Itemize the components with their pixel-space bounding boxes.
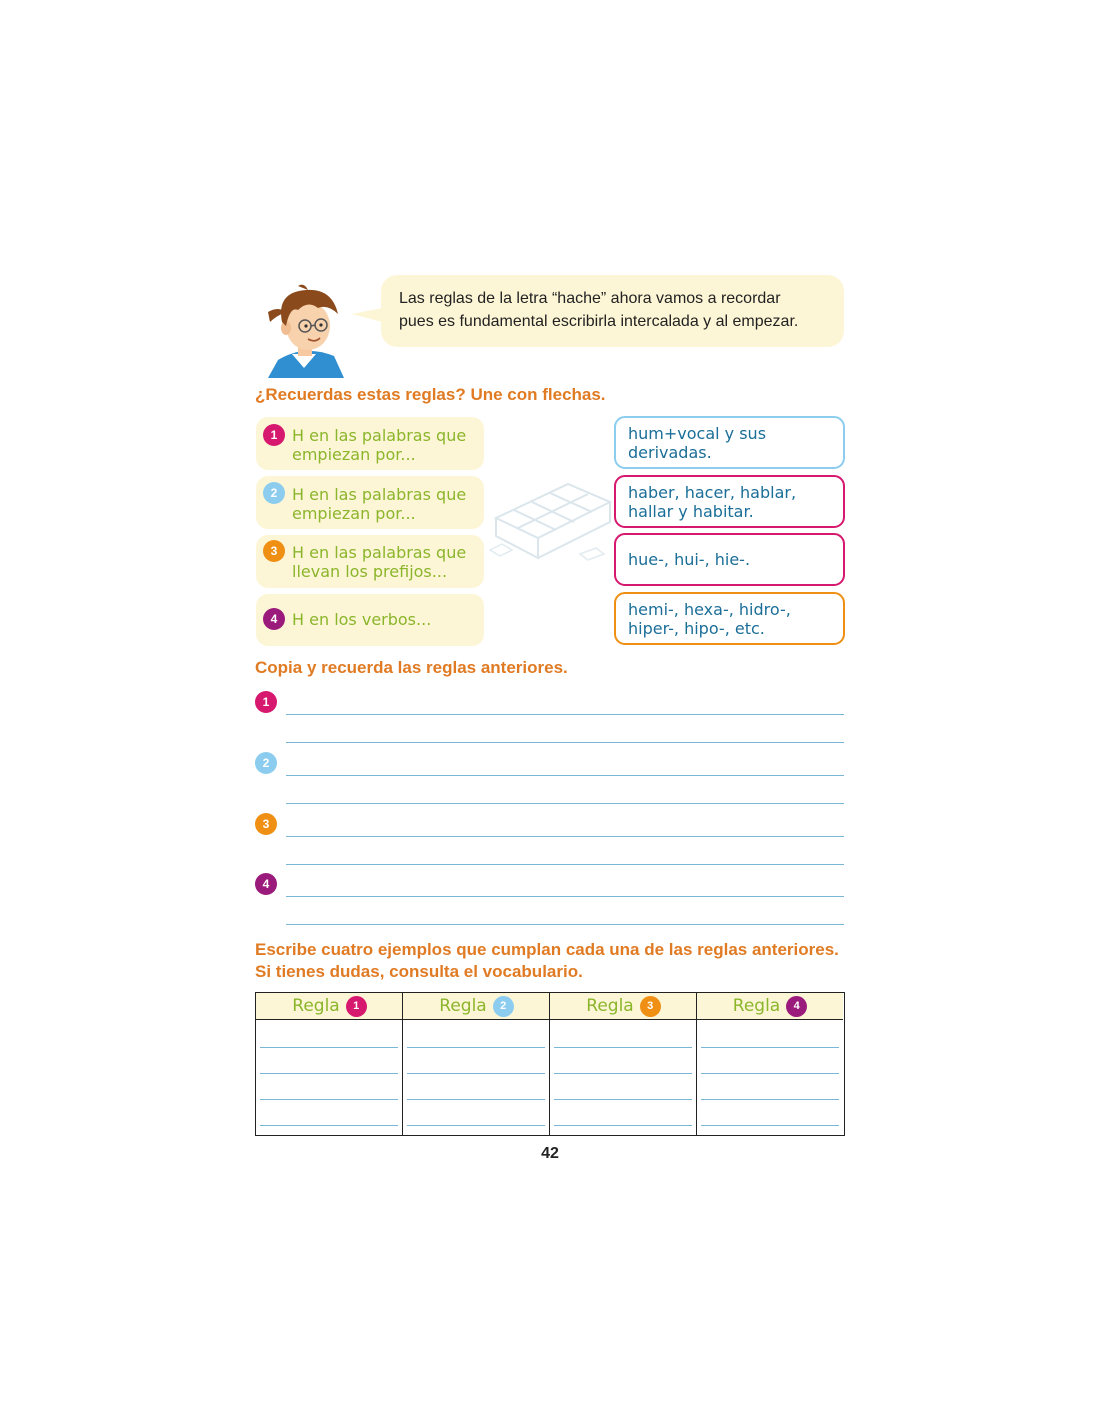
regla-3-number-badge: 3 (640, 996, 661, 1017)
writing-line[interactable] (286, 836, 844, 837)
table-writing-line[interactable] (260, 1099, 398, 1100)
rule-box-3 (256, 535, 484, 588)
table-writing-line[interactable] (407, 1047, 545, 1048)
rule-box-2 (256, 476, 484, 529)
table-header-regla-4 (697, 993, 843, 1020)
ending-2-line-1: haber, hacer, hablar, (628, 482, 797, 502)
regla-4-number-badge: 4 (786, 996, 807, 1017)
table-writing-line[interactable] (260, 1125, 398, 1126)
table-header-regla-1 (256, 993, 403, 1020)
writing-line[interactable] (286, 742, 844, 743)
table-writing-line[interactable] (554, 1125, 692, 1126)
writing-line[interactable] (286, 864, 844, 865)
regla-4-label: Regla (732, 996, 781, 1016)
number-badge-3: 3 (263, 540, 285, 562)
ending-box-1 (614, 416, 845, 469)
writing-line[interactable] (286, 714, 844, 715)
ending-2-line-2: hallar y habitar. (628, 501, 754, 521)
rule-box-4 (256, 594, 484, 646)
table-writing-line[interactable] (260, 1047, 398, 1048)
rule-1-line-1: H en las palabras que (292, 426, 467, 445)
table-writing-line[interactable] (701, 1073, 839, 1074)
writing-line[interactable] (286, 775, 844, 776)
bubble-line-2: pues es fundamental escribirla intercalada y al empezar. (399, 313, 799, 330)
crate-decoration-icon (488, 478, 614, 574)
section3-heading-line-1: Escribe cuatro ejemplos que cumplan cada una de las reglas anteriores. (255, 940, 839, 959)
ending-box-3 (614, 533, 845, 586)
number-badge-2: 2 (263, 482, 285, 504)
rule-1-line-2: empiezan por... (292, 445, 416, 464)
number-badge-4: 4 (263, 608, 285, 630)
examples-table (255, 992, 845, 1136)
regla-3-label: Regla (586, 996, 634, 1016)
ending-box-4 (614, 592, 845, 645)
rule-box-1 (256, 417, 484, 470)
number-badge-1: 1 (263, 424, 285, 446)
section3-heading-line-2: Si tienes dudas, consulta el vocabulario. (255, 962, 583, 981)
table-writing-line[interactable] (260, 1073, 398, 1074)
ending-1-line-1: hum+vocal y sus derivadas. (628, 423, 767, 462)
rule-2-line-1: H en las palabras que (292, 485, 467, 504)
regla-1-label: Regla (292, 996, 340, 1016)
section2-heading: Copia y recuerda las reglas anteriores. (255, 658, 568, 677)
table-writing-line[interactable] (701, 1047, 839, 1048)
rule-3-line-2: llevan los prefijos... (292, 562, 448, 581)
table-writing-line[interactable] (407, 1073, 545, 1074)
ending-3-line-1: hue-, hui-, hie-. (628, 550, 751, 569)
table-writing-line[interactable] (407, 1099, 545, 1100)
copy-number-2: 2 (255, 752, 277, 774)
bubble-line-1: Las reglas de la letra “hache” ahora vamos a recordar (399, 290, 781, 307)
table-writing-line[interactable] (554, 1099, 692, 1100)
speech-bubble (381, 275, 844, 347)
rule-2-line-2: empiezan por... (292, 504, 416, 523)
ending-box-2 (614, 475, 845, 528)
table-header-regla-3 (550, 993, 697, 1020)
copy-number-4: 4 (255, 873, 277, 895)
rule-3-line-1: H en las palabras que (292, 543, 467, 562)
rule-4-line-1: H en los verbos... (292, 610, 432, 629)
table-column-divider (549, 993, 550, 1135)
table-writing-line[interactable] (554, 1073, 692, 1074)
writing-line[interactable] (286, 803, 844, 804)
regla-2-number-badge: 2 (493, 996, 514, 1017)
copy-number-3: 3 (255, 813, 277, 835)
ending-4-line-1: hemi-, hexa-, hidro-, (628, 599, 791, 619)
table-writing-line[interactable] (554, 1047, 692, 1048)
table-writing-line[interactable] (407, 1125, 545, 1126)
regla-2-label: Regla (439, 996, 487, 1016)
table-writing-line[interactable] (701, 1099, 839, 1100)
table-column-divider (696, 993, 697, 1135)
table-header-regla-2 (403, 993, 550, 1020)
speech-bubble-tail (352, 308, 382, 322)
writing-line[interactable] (286, 896, 844, 897)
section1-heading: ¿Recuerdas estas reglas? Une con flechas. (255, 385, 606, 404)
regla-1-number-badge: 1 (346, 996, 367, 1017)
table-column-divider (402, 993, 403, 1135)
boy-character-illustration (258, 282, 350, 380)
page-number: 42 (541, 1145, 559, 1162)
table-writing-line[interactable] (701, 1125, 839, 1126)
section3-heading (255, 939, 839, 983)
writing-line[interactable] (286, 924, 844, 925)
copy-number-1: 1 (255, 691, 277, 713)
ending-4-line-2: hiper-, hipo-, etc. (628, 618, 765, 638)
